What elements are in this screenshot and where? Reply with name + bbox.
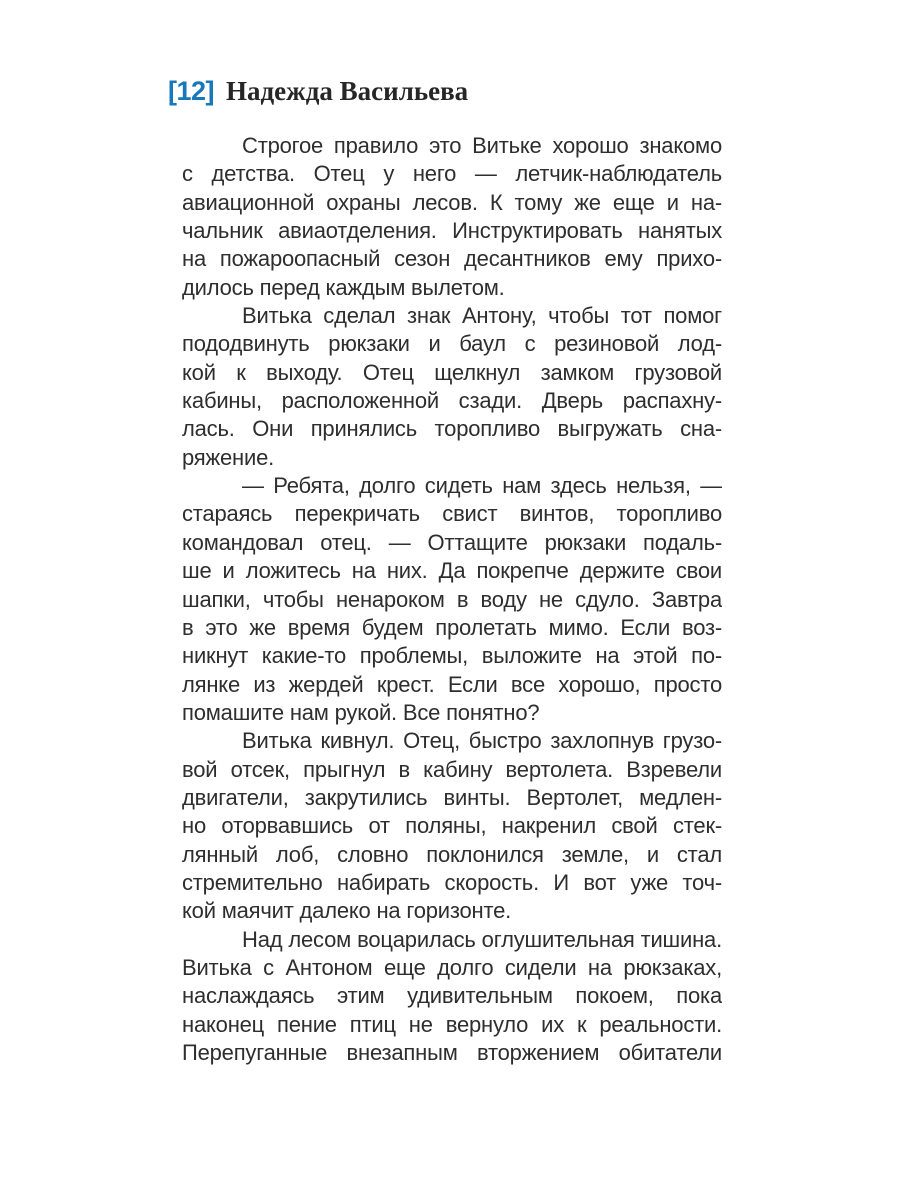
text-line: кабины, расположенной сзади. Дверь распахну- (182, 388, 722, 414)
text-line: с детства. Отец у него — летчик-наблюдатель (182, 161, 722, 187)
text-line: Над лесом воцарилась оглушительная тишина. (242, 926, 722, 952)
text-line: командовал отец. — Оттащите рюкзаки подаль- (182, 529, 722, 555)
text-line: Перепуганные внезапным вторжением обитатели (182, 1040, 722, 1065)
text-line: чальник авиаотделения. Инструктировать нанятых (182, 218, 722, 244)
text-line: Витька сделал знак Антону, чтобы тот помог (242, 303, 722, 329)
author-name: Надежда Васильева (226, 76, 469, 106)
text-line: наконец пение птиц не вернуло их к реальности. (182, 1011, 722, 1037)
text-line: авиационной охраны лесов. К тому же еще и на- (182, 189, 722, 215)
text-line: ше и ложитесь на них. Да покрепче держите свои (182, 558, 722, 584)
text-line: дилось перед каждым вылетом. (182, 274, 505, 300)
text-line: двигатели, закрутились винты. Вертолет, медлен- (182, 784, 722, 810)
text-line: шапки, чтобы ненароком в воду не сдуло. Завтра (182, 586, 722, 612)
text-line: но оторвавшись от поляны, накренил свой стек- (182, 813, 722, 839)
text-line: Витька кивнул. Отец, быстро захлопнув грузо- (242, 728, 722, 754)
text-line: лянный лоб, словно поклонился земле, и стал (182, 841, 722, 867)
text-line: лась. Они принялись торопливо выгружать сна- (182, 416, 722, 442)
text-line: — Ребята, долго сидеть нам здесь нельзя, — (242, 473, 722, 499)
body-text (182, 132, 722, 1067)
text-line: никнут какие-то проблемы, выложите на этой по- (182, 643, 722, 669)
text-line: ряжение. (182, 444, 275, 470)
text-line: помашите нам рукой. Все понятно? (182, 699, 540, 725)
text-line: Строгое правило это Витьке хорошо знакомо (242, 133, 722, 158)
text-line: наслаждаясь этим удивительным покоем, пока (182, 983, 722, 1009)
page-header (168, 76, 468, 107)
text-line: кой к выходу. Отец щелкнул замком грузовой (182, 359, 722, 385)
text-line: Витька с Антоном еще долго сидели на рюкзаках, (182, 954, 722, 980)
text-line: пододвинуть рюкзаки и баул с резиновой лод- (182, 331, 722, 357)
text-line: стараясь перекричать свист винтов, торопливо (182, 501, 722, 527)
text-line: на пожароопасный сезон десантников ему прихо- (182, 246, 722, 272)
text-line: вой отсек, прыгнул в кабину вертолета. Взревели (182, 756, 722, 782)
text-line: лянке из жердей крест. Если все хорошо, просто (182, 671, 722, 697)
text-line: в это же время будем пролетать мимо. Если воз- (182, 614, 722, 640)
text-line: стремительно набирать скорость. И вот уже точ- (182, 869, 722, 895)
page-number-badge: [12] (168, 76, 215, 106)
text-line: кой маячит далеко на горизонте. (182, 898, 512, 924)
